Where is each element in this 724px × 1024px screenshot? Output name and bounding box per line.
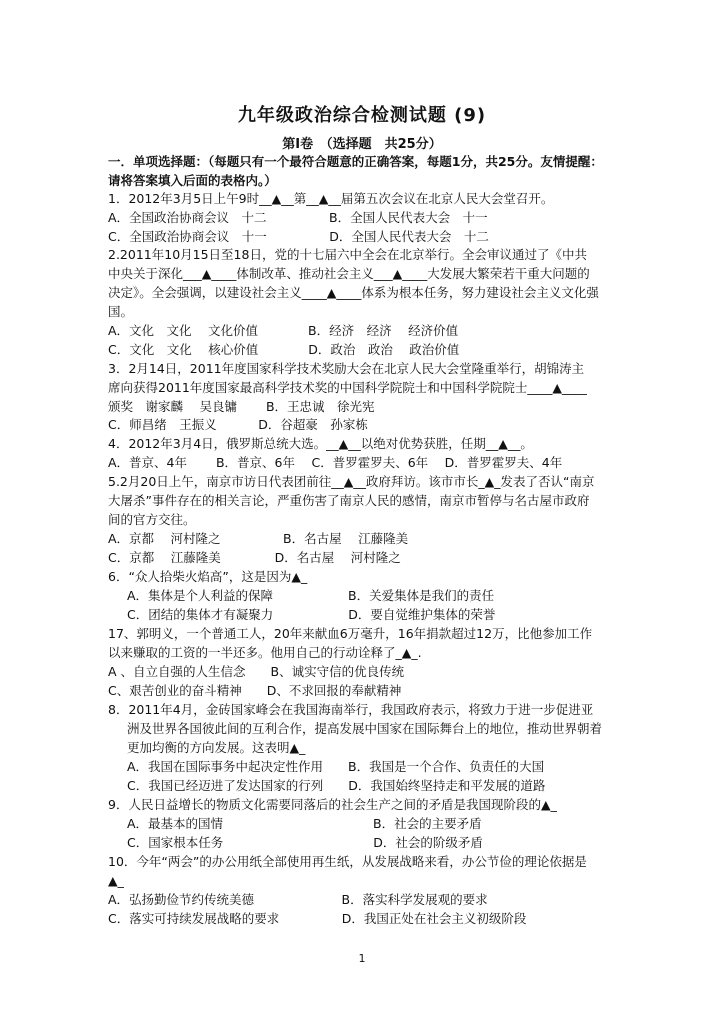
option-line: A．我国在国际事务中起决定性作用 B．我国是一个合作、负责任的大国 <box>127 759 545 774</box>
question-line: 10．今年“两会”的办公用纸全部使用再生纸，从发展战略来看，办公节俭的理论依据是 <box>108 854 587 869</box>
option-line: C．落实可持续发展战略的要求 D．我国正处在社会主义初级阶段 <box>108 911 527 926</box>
question-line: 以来赚取的工资的一半还多。他用自己的行动诠释了_▲_. <box>108 645 422 660</box>
question-line: 8．2011年4月，金砖国家峰会在我国海南举行，我国政府表示，将致力于进一步促进亚 <box>108 702 594 717</box>
option-line: C．国家根本任务 D．社会的阶级矛盾 <box>127 835 483 850</box>
question-line: ▲_ <box>108 873 124 888</box>
option-line: A．京都 河村隆之 B．名古屋 江藤隆美 <box>108 531 409 546</box>
option-line: C．文化 文化 核心价值 D．政治 政治 政治价值 <box>108 342 460 357</box>
question-line: 4．2012年3月4日，俄罗斯总统大选。__▲__以绝对优势获胜，任期__▲__。 <box>108 436 533 451</box>
option-line: 颁奖 谢家麟 吴良镛 B．王忠诚 徐光宪 <box>108 399 375 414</box>
instruction-line: 一．单项选择题：（每题只有一个最符合题意的正确答案，每题1分，共25分。友情提醒： <box>108 154 603 169</box>
page-number: 1 <box>358 952 366 965</box>
page-title: 九年级政治综合检测试题 (9) <box>237 105 487 126</box>
option-line: C．团结的集体才有凝聚力 D．要自觉维护集体的荣誉 <box>127 607 496 622</box>
option-line: A．集体是个人利益的保障 B．关爱集体是我们的责任 <box>127 588 495 603</box>
instruction-line: 请将答案填入后面的表格内。） <box>108 173 277 188</box>
section-heading: 第Ⅰ卷 （选择题 共25分） <box>282 137 442 152</box>
option-line: A．最基本的国情 B．社会的主要矛盾 <box>127 816 482 831</box>
question-line: 席向获得2011年度国家最高科学技术奖的中国科学院院士和中国科学院院士____▲____ <box>108 380 587 395</box>
question-line: 决定》。全会强调，以建设社会主义____▲____体系为根本任务，努力建设社会主义文化强 <box>108 285 599 300</box>
option-line: C、艰苦创业的奋斗精神 D、不求回报的奉献精神 <box>108 683 402 698</box>
option-line: C．师昌绪 王振义 D．谷超豪 孙家栋 <box>108 417 368 432</box>
question-line: 2.2011年10月15日至18日，党的十七届六中全会在北京举行。全会审议通过了《中共 <box>108 247 587 262</box>
question-line: 17、郭明义，一个普通工人，20年来献血6万毫升，16年捐款超过12万，比他参加工作 <box>108 626 593 641</box>
option-line: A．普京、4年 B．普京、6年 C．普罗霍罗夫、6年 D．普罗霍罗夫、4年 <box>108 455 563 470</box>
question-line: 更加均衡的方向发展。这表明▲_ <box>127 740 306 755</box>
option-line: A．文化 文化 文化价值 B．经济 经济 经济价值 <box>108 323 459 338</box>
question-line: 5.2月20日上午，南京市访日代表团前往__▲__政府拜访。该市市长_▲_发表了否认“南京 <box>108 474 595 489</box>
option-line: C．京都 江藤隆美 D．名古屋 河村隆之 <box>108 550 401 565</box>
question-line: 9．人民日益增长的物质文化需要同落后的社会生产之间的矛盾是我国现阶段的▲_ <box>108 797 557 812</box>
option-line: C．全国政治协商会议 十一 D．全国人民代表大会 十二 <box>108 229 489 244</box>
question-line: 国。 <box>108 304 134 319</box>
option-line: A．弘扬勤俭节约传统美德 B．落实科学发展观的要求 <box>108 892 488 907</box>
option-line: A．全国政治协商会议 十二 B．全国人民代表大会 十一 <box>108 210 488 225</box>
question-line: 间的官方交往。 <box>108 512 196 527</box>
question-line: 大屠杀”事件存在的相关言论，严重伤害了南京人民的感情，南京市暂停与名古屋市政府 <box>108 493 590 508</box>
option-line: A 、自立自强的人生信念 B、诚实守信的优良传统 <box>108 664 405 679</box>
question-line: 中央关于深化___▲____体制改革、推动社会主义___▲____大发展大繁荣若干重大问题的 <box>108 266 590 281</box>
option-line: C．我国已经迈进了发达国家的行列 D．我国始终坚持走和平发展的道路 <box>127 778 546 793</box>
question-line: 1．2012年3月5日上午9时__▲__第__▲__届第五次会议在北京人民大会堂召开。 <box>108 191 554 206</box>
question-line: 洲及世界各国彼此间的互利合作，提高发展中国家在国际舞台上的地位，推动世界朝着 <box>127 721 603 736</box>
question-line: 6．“众人拾柴火焰高”，这是因为▲_ <box>108 569 308 584</box>
question-line: 3．2月14日，2011年度国家科学技术奖励大会在北京人民大会堂隆重举行，胡锦涛主 <box>108 361 585 376</box>
